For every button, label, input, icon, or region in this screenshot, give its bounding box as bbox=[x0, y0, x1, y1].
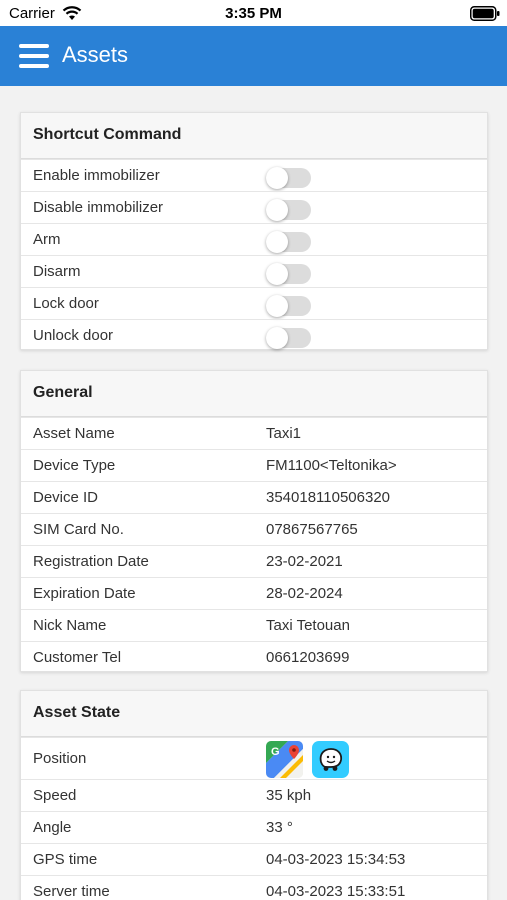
table-row bbox=[21, 875, 487, 900]
shortcut-row-unlock-door bbox=[21, 319, 487, 351]
unlock-door-toggle[interactable] bbox=[266, 328, 311, 348]
shortcut-command-card bbox=[20, 112, 488, 350]
shortcut-row-enable-immobilizer bbox=[21, 159, 487, 191]
toggle-knob bbox=[266, 327, 288, 349]
field-label: Angle bbox=[33, 819, 72, 836]
asset-state-card bbox=[20, 690, 488, 900]
table-row bbox=[21, 545, 487, 577]
shortcut-row-disarm bbox=[21, 255, 487, 287]
toggle-knob bbox=[266, 199, 288, 221]
angle-value: 33 ° bbox=[266, 819, 293, 836]
server-time-value: 04-03-2023 15:33:51 bbox=[266, 883, 406, 900]
table-row bbox=[21, 779, 487, 811]
table-row bbox=[21, 449, 487, 481]
status-time: 3:35 PM bbox=[225, 5, 282, 22]
shortcut-label: Unlock door bbox=[33, 327, 114, 344]
general-header: General bbox=[21, 371, 487, 417]
field-label: Nick Name bbox=[33, 617, 107, 634]
shortcut-label: Disable immobilizer bbox=[33, 199, 164, 216]
toggle-knob bbox=[266, 295, 288, 317]
field-label: Server time bbox=[33, 883, 110, 900]
table-row bbox=[21, 513, 487, 545]
registration-date-value: 23-02-2021 bbox=[266, 553, 343, 570]
field-label: Customer Tel bbox=[33, 649, 122, 666]
table-row bbox=[21, 609, 487, 641]
shortcut-label: Arm bbox=[33, 231, 61, 248]
toggle-knob bbox=[266, 167, 288, 189]
shortcut-label: Disarm bbox=[33, 263, 81, 280]
expiration-date-value: 28-02-2024 bbox=[266, 585, 343, 602]
google-maps-icon[interactable] bbox=[266, 741, 303, 778]
app-bar bbox=[0, 26, 507, 86]
field-label: Position bbox=[33, 750, 87, 767]
svg-text:G: G bbox=[271, 746, 280, 758]
toggle-knob bbox=[266, 231, 288, 253]
shortcut-command-header: Shortcut Command bbox=[21, 113, 487, 159]
table-row bbox=[21, 417, 487, 449]
gps-time-value: 04-03-2023 15:34:53 bbox=[266, 851, 406, 868]
disarm-toggle[interactable] bbox=[266, 264, 311, 284]
asset-state-header: Asset State bbox=[21, 691, 487, 737]
table-row bbox=[21, 481, 487, 513]
sim-card-value: 07867567765 bbox=[266, 521, 358, 538]
shortcut-label: Lock door bbox=[33, 295, 99, 312]
device-type-value: FM1100<Teltonika> bbox=[266, 457, 397, 474]
lock-door-toggle[interactable] bbox=[266, 296, 311, 316]
table-row bbox=[21, 811, 487, 843]
field-label: Device ID bbox=[33, 489, 99, 506]
field-label: GPS time bbox=[33, 851, 98, 868]
disable-immobilizer-toggle[interactable] bbox=[266, 200, 311, 220]
page-title: Assets bbox=[62, 42, 129, 67]
field-label: Expiration Date bbox=[33, 585, 136, 602]
position-row bbox=[21, 737, 487, 779]
shortcut-label: Enable immobilizer bbox=[33, 167, 160, 184]
table-row bbox=[21, 843, 487, 875]
speed-value: 35 kph bbox=[266, 787, 312, 804]
field-label: Registration Date bbox=[33, 553, 149, 570]
shortcut-row-lock-door bbox=[21, 287, 487, 319]
field-label: SIM Card No. bbox=[33, 521, 124, 538]
shortcut-row-arm bbox=[21, 223, 487, 255]
table-row bbox=[21, 641, 487, 673]
toggle-knob bbox=[266, 263, 288, 285]
field-label: Speed bbox=[33, 787, 77, 804]
enable-immobilizer-toggle[interactable] bbox=[266, 168, 311, 188]
device-id-value: 354018110506320 bbox=[266, 489, 391, 506]
arm-toggle[interactable] bbox=[266, 232, 311, 252]
asset-name-value: Taxi1 bbox=[266, 425, 302, 442]
status-bar bbox=[0, 0, 507, 26]
carrier-label: Carrier bbox=[9, 5, 55, 22]
table-row bbox=[21, 577, 487, 609]
hamburger-menu-icon[interactable] bbox=[17, 41, 51, 71]
field-label: Asset Name bbox=[33, 425, 115, 442]
general-card bbox=[20, 370, 488, 672]
shortcut-row-disable-immobilizer bbox=[21, 191, 487, 223]
customer-tel-value: 0661203699 bbox=[266, 649, 350, 666]
waze-icon[interactable] bbox=[312, 741, 349, 778]
nick-name-value: Taxi Tetouan bbox=[266, 617, 350, 634]
field-label: Device Type bbox=[33, 457, 116, 474]
battery-icon bbox=[470, 6, 500, 21]
